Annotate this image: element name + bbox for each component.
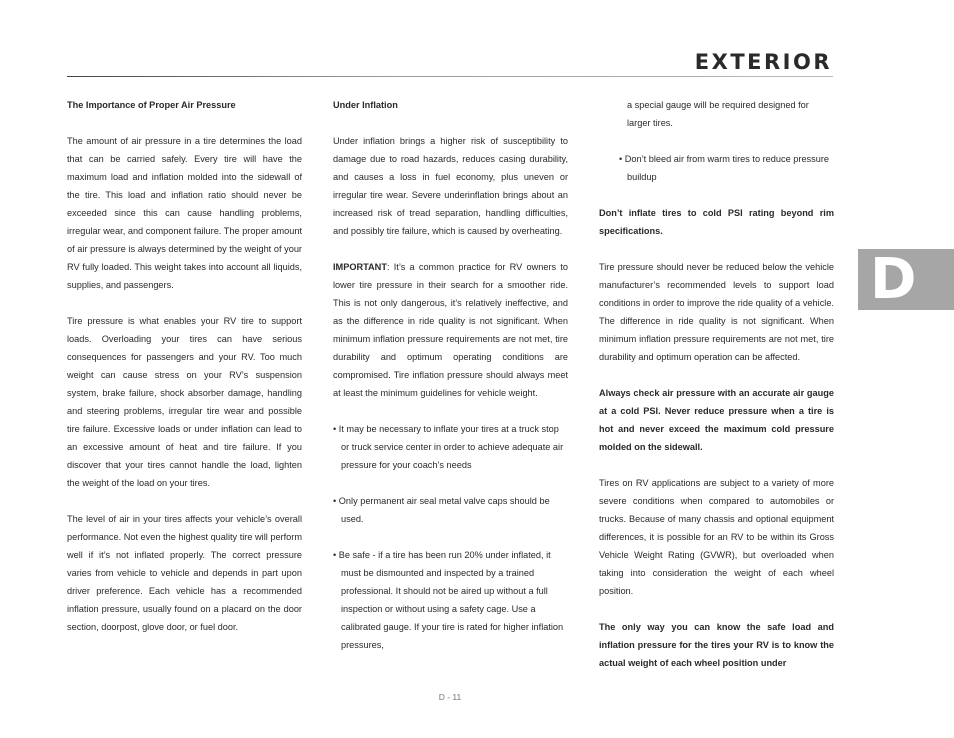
header-divider	[67, 76, 833, 77]
section-title: EXTERIOR	[694, 50, 832, 74]
section-tab-letter: D	[870, 247, 917, 312]
paragraph: Tire pressure is what enables your RV tire to support loads. Overloading your tires can have serious consequences for passengers and your RV. Too much weight can cause stress on your RV’s suspension system, brake failure, shock absorber damage, handling and steering problems, irregular tire wear and possible tire failure. Excessive loads or under inflation can lead to an excessive amount of heat and tire failure. If you discover that your tires cannot handle the load, lighten the weight of the load on your tires.	[67, 316, 302, 488]
bold-note: Don’t inflate tires to cold PSI rating beyond rim specifications.	[599, 208, 834, 236]
important-text: : It’s a common practice for RV owners to lower tire pressure in their search for a smoother ride. This is not only dangerous, it’s relatively ineffective, and as the difference in ride quality is not significant. When minimum inflation pressure requirements are not met, tire durability and optimum operating conditions are compromised. Tire inflation pressure should always meet at least the minimum guidelines for vehicle weight.	[333, 262, 568, 398]
section-heading-air-pressure: The Importance of Proper Air Pressure	[67, 100, 236, 110]
column-1	[67, 96, 302, 636]
bold-note: Always check air pressure with an accurate air gauge at a cold PSI. Never reduce pressure when a tire is hot and never exceed the maximum cold pressure molded on the sidewall.	[599, 388, 834, 452]
bullet-item: • Only permanent air seal metal valve caps should be used.	[333, 496, 550, 524]
page-number: D - 11	[438, 692, 462, 702]
section-tab	[858, 249, 954, 310]
bullet-item: • Be safe - if a tire has been run 20% under inflated, it must be dismounted and inspected by a trained professional. It should not be aired up without a full inspection or without using a safety cage. Use a calibrated gauge. If your tire is rated for higher inflation pressures,	[333, 550, 564, 650]
important-note	[333, 258, 568, 402]
paragraph: Tire pressure should never be reduced below the vehicle manufacturer’s recommended levels to support load conditions in order to improve the ride quality of a vehicle. The difference in ride quality is not significant. When minimum inflation pressure requirements are not met, tire durability and optimum operation can be affected.	[599, 262, 834, 362]
paragraph: The level of air in your tires affects your vehicle’s overall performance. Not even the highest quality tire will perform well if it’s not inflated properly. The correct pressure varies from vehicle to vehicle and depends in part upon driver preference. Each vehicle has a recommended inflation pressure, usually found on a placard on the door section, doorpost, glove door, or fuel door.	[67, 514, 302, 632]
section-heading-under-inflation: Under Inflation	[333, 100, 398, 110]
bullet-item: • It may be necessary to inflate your tires at a truck stop or truck service center in order to achieve adequate air pressure for your coach’s needs	[333, 424, 564, 470]
paragraph: Under inflation brings a higher risk of susceptibility to damage due to road hazards, reduces casing durability, and causes a loss in fuel economy, plus uneven or irregular tire wear. Severe underinflation brings about an increased risk of tread separation, handling difficulties, and possibly tire failure, which is caused by overheating.	[333, 136, 568, 236]
column-2	[333, 96, 568, 654]
paragraph: Tires on RV applications are subject to a variety of more severe conditions when compared to automobiles or trucks. Because of many chassis and optional equipment differences, it is possible for an RV to be within its Gross Vehicle Weight Rating (GVWR), but overloaded when taking into consideration the weight of each wheel position.	[599, 478, 834, 596]
bullet-continuation: a special gauge will be required designed for larger tires.	[627, 100, 809, 128]
paragraph: The amount of air pressure in a tire determines the load that can be carried safely. Every tire will have the maximum load and inflation molded into the sidewall of the tire. This load and inflation ratio should never be exceeded since this can cause handling problems, irregular wear, and component failure. The proper amount of air pressure is always determined by the weight of your RV fully loaded. This weight takes into account all liquids, supplies, and passengers.	[67, 136, 302, 290]
bold-note: The only way you can know the safe load and inflation pressure for the tires your RV is to know the actual weight of each wheel position under	[599, 622, 834, 668]
column-3	[599, 96, 834, 672]
bullet-item: • Don’t bleed air from warm tires to reduce pressure buildup	[619, 154, 830, 182]
important-label: IMPORTANT	[333, 262, 387, 272]
